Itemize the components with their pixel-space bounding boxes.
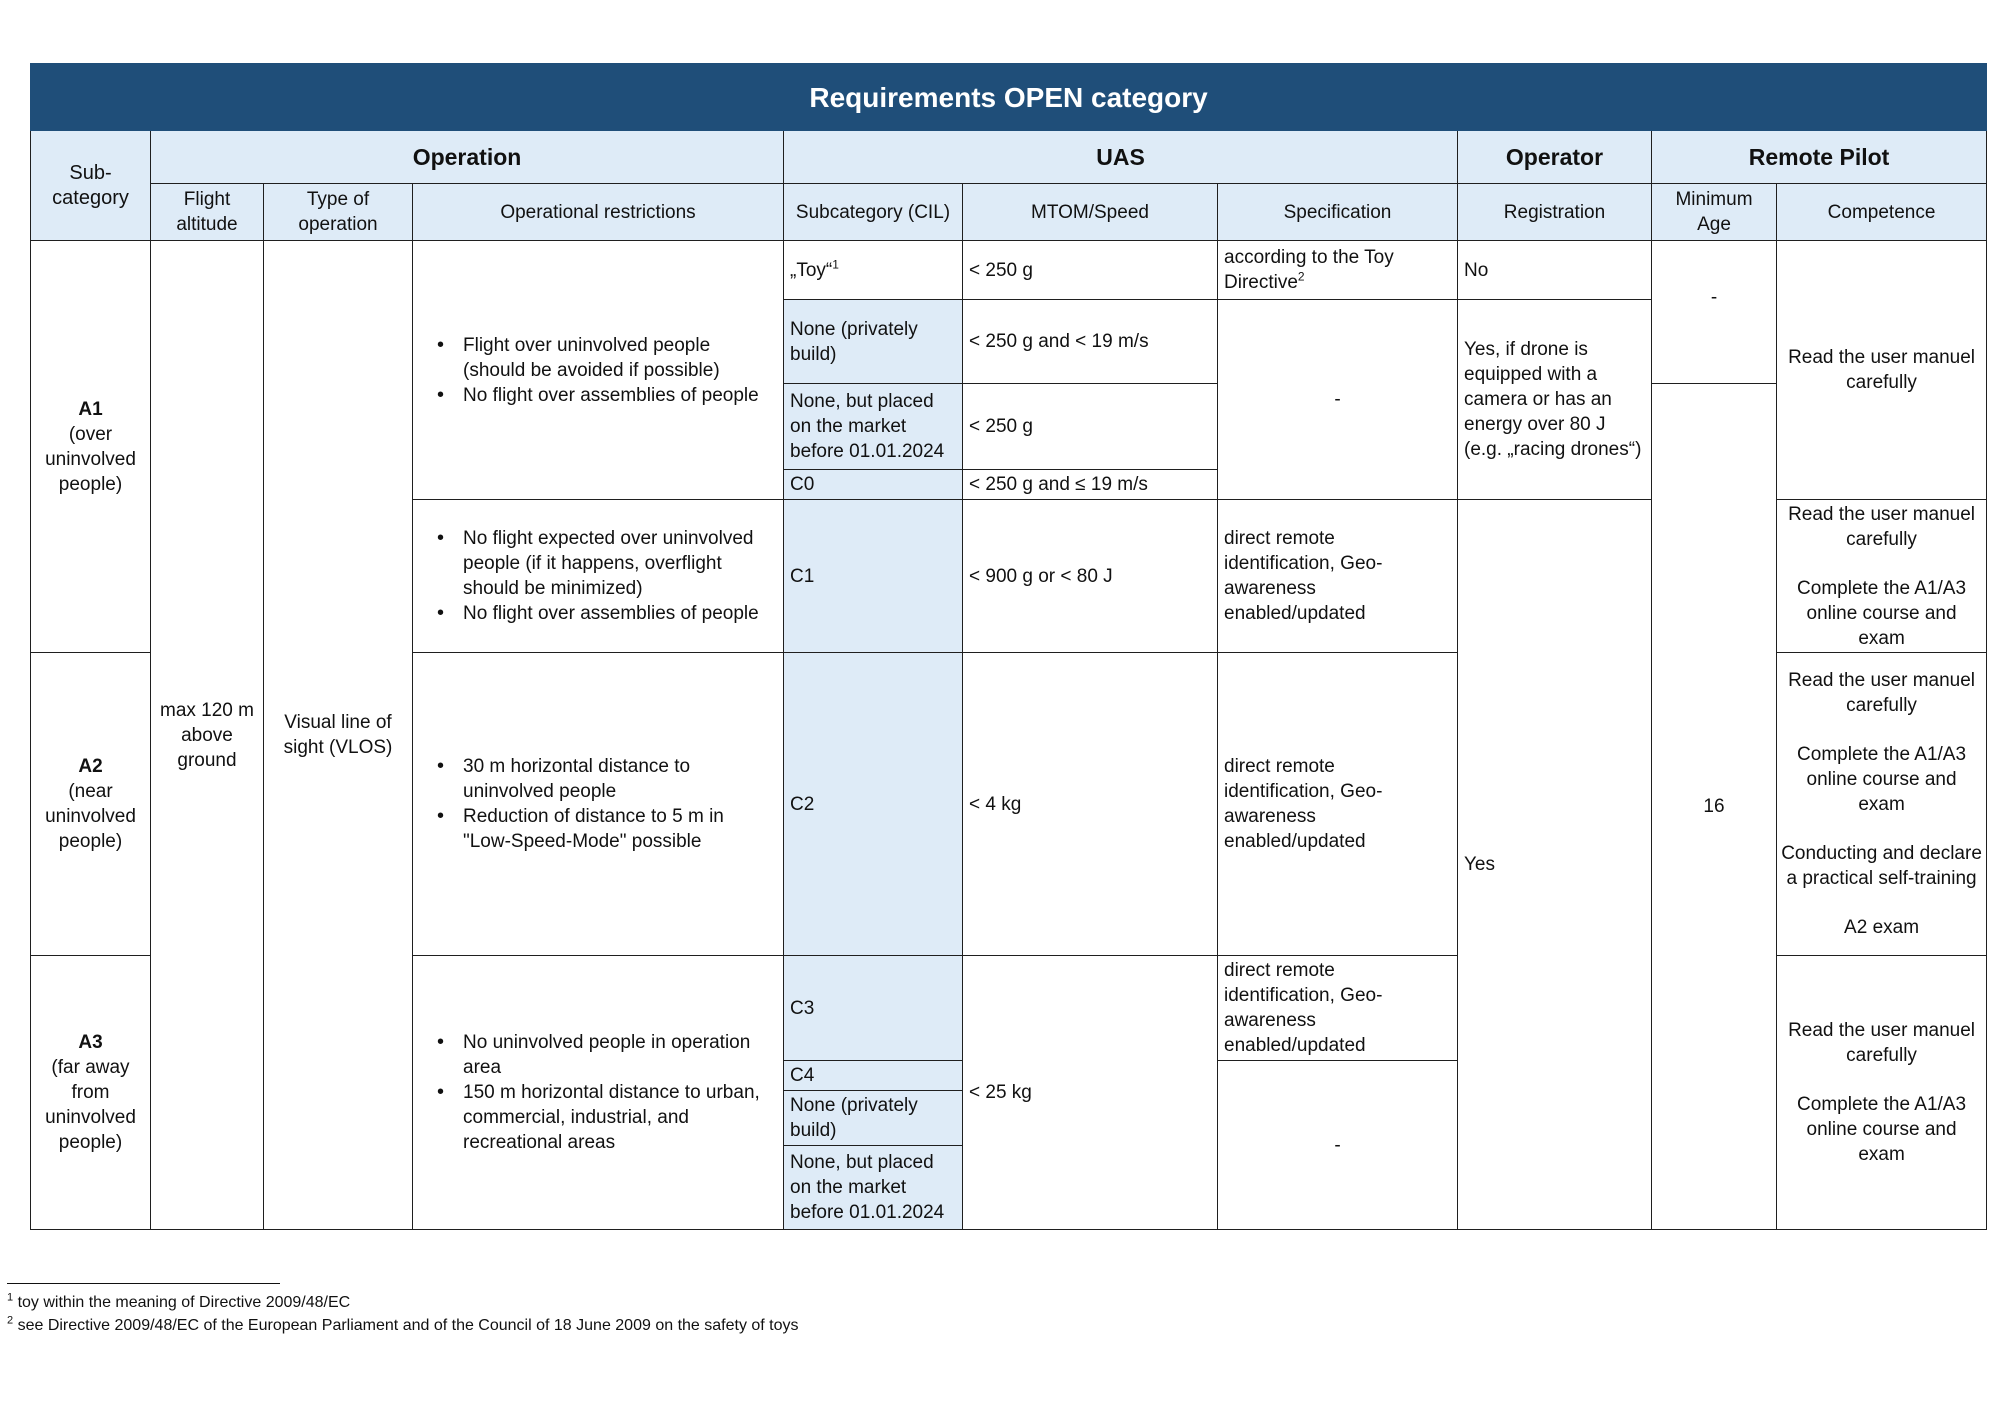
min-age-16: 16 — [1652, 384, 1777, 1230]
restrictions-a2-list — [419, 754, 777, 854]
spec-a3-dash: - — [1218, 1061, 1458, 1230]
footnote-ref-1: 1 — [832, 257, 839, 272]
list-item: • 150 m horizontal distance to urban, commercial, industrial, and recreational areas — [437, 1080, 777, 1155]
subcategory-a2 — [31, 653, 151, 956]
mtom-a3: < 25 kg — [963, 956, 1218, 1230]
mtom-none-private: < 250 g and < 19 m/s — [963, 300, 1218, 384]
spec-c2: direct remote identification, Geo-awareness enabled/updated — [1218, 653, 1458, 956]
cil-c4: C4 — [784, 1061, 963, 1091]
header-specification: Specification — [1218, 184, 1458, 241]
footnote-separator — [7, 1283, 280, 1284]
footnote-ref-2: 2 — [1297, 269, 1305, 284]
header-subcategory-cil: Subcategory (CIL) — [784, 184, 963, 241]
subcategory-a2-code: A2 — [78, 756, 103, 777]
header-registration: Registration — [1458, 184, 1652, 241]
spec-toy — [1218, 241, 1458, 300]
cil-toy — [784, 241, 963, 300]
list-item: • Reduction of distance to 5 m in "Low-Speed-Mode" possible — [437, 804, 777, 854]
spec-c1: direct remote identification, Geo-awareness enabled/updated — [1218, 500, 1458, 653]
competence-a2-line: A2 exam — [1844, 917, 1920, 938]
competence-c1-line: Read the user manuel carefully — [1788, 503, 1976, 550]
footnote-1-mark: 1 — [7, 1291, 14, 1304]
competence-a2 — [1777, 653, 1987, 956]
header-minimum-age: Minimum Age — [1652, 184, 1777, 241]
cil-none-market-a3: None, but placed on the market before 01.01.2024 — [784, 1146, 963, 1230]
cil-none-private-a3: None (privately build) — [784, 1091, 963, 1146]
header-competence: Competence — [1777, 184, 1987, 241]
requirements-table — [30, 63, 1987, 1230]
restrictions-a1-c1-list — [419, 526, 777, 626]
competence-c1-line: Complete the A1/A3 online course and exam — [1797, 577, 1967, 649]
footnote-2-text: see Directive 2009/48/EC of the European Parliament and of the Council of 18 June 2009 on the safety of toys — [17, 1317, 799, 1334]
flight-altitude-cell: max 120 m above ground — [151, 241, 264, 1230]
list-item: • No uninvolved people in operation area — [437, 1030, 777, 1080]
header-subcategory: Sub-category — [31, 131, 151, 241]
header-type-of-operation: Type of operation — [264, 184, 413, 241]
cil-toy-label: „Toy“ — [790, 259, 833, 281]
header-flight-altitude: Flight altitude — [151, 184, 264, 241]
registration-a1: Yes, if drone is equipped with a camera or has an energy over 80 J (e.g. „racing drones“) — [1458, 300, 1652, 500]
competence-a3-line: Read the user manuel carefully — [1788, 1020, 1976, 1066]
list-item: • No flight over assemblies of people — [437, 383, 777, 408]
subcategory-a3-code: A3 — [78, 1032, 103, 1053]
subcategory-a3 — [31, 956, 151, 1230]
mtom-c0: < 250 g and ≤ 19 m/s — [963, 470, 1218, 500]
competence-a2-line: Read the user manuel carefully — [1788, 670, 1976, 716]
header-operator: Operator — [1458, 131, 1652, 184]
subcategory-a2-desc: (near uninvolved people) — [45, 781, 136, 852]
restrictions-a1-main-list — [419, 333, 777, 408]
min-age-toy: - — [1652, 241, 1777, 384]
subcategory-a1 — [31, 241, 151, 653]
competence-a2-line: Conducting and declare a practical self-training — [1781, 843, 1982, 889]
cil-c2: C2 — [784, 653, 963, 956]
mtom-c2: < 4 kg — [963, 653, 1218, 956]
mtom-c1: < 900 g or < 80 J — [963, 500, 1218, 653]
subcategory-a3-desc: (far away from uninvolved people) — [45, 1057, 136, 1153]
mtom-toy: < 250 g — [963, 241, 1218, 300]
header-uas: UAS — [784, 131, 1458, 184]
cil-c3: C3 — [784, 956, 963, 1061]
table-title: Requirements OPEN category — [31, 64, 1987, 131]
list-item: • No flight expected over uninvolved people (if it happens, overflight should be minimized) — [437, 526, 777, 601]
mtom-none-market: < 250 g — [963, 384, 1218, 470]
cil-none-private-a1: None (privately build) — [784, 300, 963, 384]
header-operational-restrictions: Operational restrictions — [413, 184, 784, 241]
header-remote-pilot: Remote Pilot — [1652, 131, 1987, 184]
competence-a3 — [1777, 956, 1987, 1230]
competence-a2-line: Complete the A1/A3 online course and exam — [1797, 744, 1967, 815]
footnote-1 — [7, 1293, 350, 1313]
competence-a1-main: Read the user manuel carefully — [1777, 241, 1987, 500]
spec-toy-label: according to the Toy Directive — [1224, 247, 1394, 293]
subcategory-a1-code: A1 — [78, 398, 103, 420]
competence-a3-line: Complete the A1/A3 online course and exam — [1797, 1094, 1967, 1165]
restrictions-a1-main — [413, 241, 784, 500]
restrictions-a1-c1 — [413, 500, 784, 653]
cil-c1: C1 — [784, 500, 963, 653]
footnote-2 — [7, 1316, 799, 1336]
header-operation: Operation — [151, 131, 784, 184]
list-item: • No flight over assemblies of people — [437, 601, 777, 626]
list-item: • Flight over uninvolved people (should be avoided if possible) — [437, 333, 777, 383]
cil-none-market-a1: None, but placed on the market before 01.01.2024 — [784, 384, 963, 470]
footnote-1-text: toy within the meaning of Directive 2009/48/EC — [17, 1294, 351, 1311]
cil-c0: C0 — [784, 470, 963, 500]
type-of-operation-cell: Visual line of sight (VLOS) — [264, 241, 413, 1230]
restrictions-a3-list — [419, 1030, 777, 1155]
subcategory-a1-desc: (over uninvolved people) — [45, 423, 136, 495]
restrictions-a3 — [413, 956, 784, 1230]
competence-c1 — [1777, 500, 1987, 653]
spec-a1-dash: - — [1218, 300, 1458, 500]
header-mtom-speed: MTOM/Speed — [963, 184, 1218, 241]
spec-c3: direct remote identification, Geo-awareness enabled/updated — [1218, 956, 1458, 1061]
list-item: • 30 m horizontal distance to uninvolved people — [437, 754, 777, 804]
footnote-2-mark: 2 — [7, 1314, 14, 1327]
registration-toy: No — [1458, 241, 1652, 300]
registration-yes: Yes — [1458, 500, 1652, 1230]
restrictions-a2 — [413, 653, 784, 956]
